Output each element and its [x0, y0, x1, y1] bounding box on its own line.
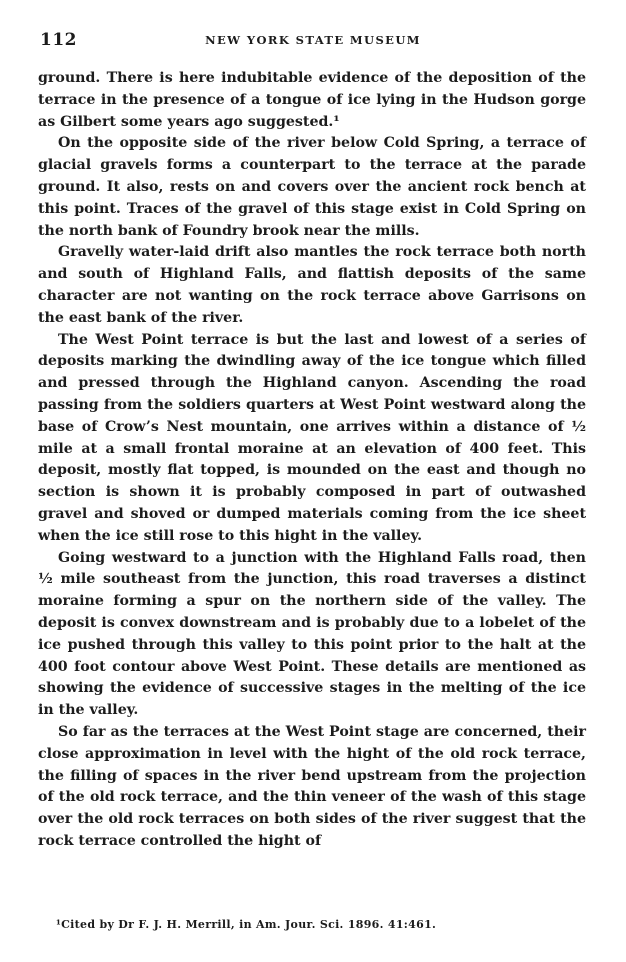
page-number: 112 — [40, 30, 77, 50]
paragraph-continued: ground. There is here indubitable evidence of the deposition of the terrace in the presence of a tongue of ice lying in the Hudson gorge as Gilbert some years ago suggested.¹ — [38, 70, 586, 130]
paragraph-highland-falls: Gravelly water-laid drift also mantles the rock terrace both north and south of Highland Falls, and flattish deposits of the same character are not wanting on the rock terrace above Garrisons on the east bank of the river. — [38, 244, 586, 326]
running-head: NEW YORK STATE MUSEUM — [205, 33, 421, 47]
paragraph-west-point-terrace: The West Point terrace is but the last and lowest of a series of deposits marking the dwindling away of the ice tongue which filled and pressed through the Highland canyon. Ascending the road passing from the soldiers quarters at West Point westward along the base of Crow’s Nest mountain, one arrives within a distance of ½ mile at a small frontal moraine at an elevation of 400 feet. This deposit, mostly flat topped, is mounded on the east and though no section is shown it is probably composed in part of outwashed gravel and shoved or dumped materials coming from the ice sheet when the ice still rose to this hight in the valley. — [38, 331, 586, 544]
paragraph-going-westward: Going westward to a junction with the Highland Falls road, then ½ mile southeast from the junction, this road traverses a distinct moraine forming a spur on the northern side of the valley. The deposit is convex downstream and is probably due to a lobelet of the ice pushed through this valley to this point prior to the halt at the 400 foot contour above West Point. These details are mentioned as showing the evidence of successive stages in the melting of the ice in the valley. — [38, 549, 586, 719]
body-text — [38, 68, 586, 853]
footnote: ¹Cited by Dr F. J. H. Merrill, in Am. Jour. Sci. 1896. 41:461. — [56, 918, 437, 931]
paragraph-so-far: So far as the terraces at the West Point stage are concerned, their close approximation in level with the hight of the old rock terrace, the filling of spaces in the river bend upstream from the projection of the old rock terrace, and the thin veneer of the wash of this stage over the old rock terraces on both sides of the river suggest that the rock terrace controlled the hight of — [38, 723, 586, 849]
paragraph-cold-spring: On the opposite side of the river below Cold Spring, a terrace of glacial gravels forms a counterpart to the terrace at the parade ground. It also, rests on and covers over the ancient rock bench at this point. Traces of the gravel of this stage exist in Cold Spring on the north bank of Foundry brook near the mills. — [38, 135, 586, 239]
page-header — [40, 30, 586, 52]
